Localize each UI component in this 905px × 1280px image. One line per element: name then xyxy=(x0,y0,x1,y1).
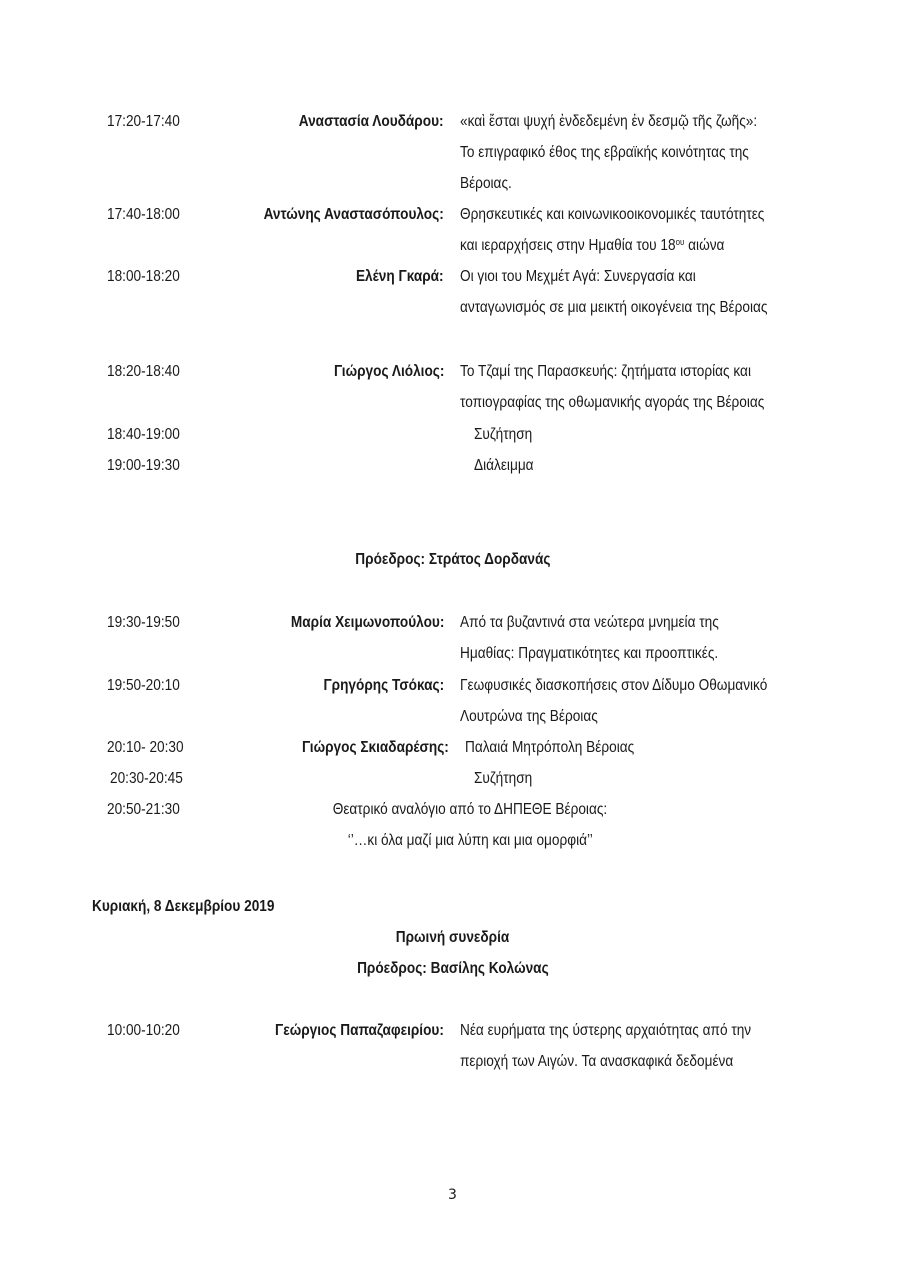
time-slot: 18:20-18:40 xyxy=(107,363,180,380)
time-slot: 20:50-21:30 xyxy=(107,801,180,818)
talk-title-line: Το επιγραφικό έθος της εβραϊκής κοινότητας της xyxy=(460,144,749,161)
speaker-name: Αναστασία Λουδάρου: xyxy=(299,113,444,130)
break-label: Διάλειμμα xyxy=(474,457,534,474)
speaker-name: Γιώργος Λιόλιος: xyxy=(333,363,444,380)
superscript: ου xyxy=(675,237,685,247)
speaker-name: Γρηγόρης Τσόκας: xyxy=(323,677,444,694)
talk-title-line: περιοχή των Αιγών. Τα ανασκαφικά δεδομένα xyxy=(460,1053,734,1070)
performance-subtitle: ‘’…κι όλα μαζί μια λύπη και μια ομορφιά’’ xyxy=(347,832,593,849)
time-slot: 19:50-20:10 xyxy=(107,677,180,694)
discussion-label: Συζήτηση xyxy=(474,426,533,443)
talk-title-line: Το Τζαμί της Παρασκευής: ζητήματα ιστορίας και xyxy=(460,363,751,380)
discussion-label: Συζήτηση xyxy=(474,770,533,787)
speaker-name: Γεώργιος Παπαζαφειρίου: xyxy=(275,1022,444,1039)
talk-title-line: Λουτρώνα της Βέροιας xyxy=(460,708,598,725)
talk-title-line: Ημαθίας: Πραγματικότητες και προοπτικές. xyxy=(460,645,719,662)
day-heading: Κυριακή, 8 Δεκεμβρίου 2019 xyxy=(92,898,275,915)
session-chair: Πρόεδρος: Βασίλης Κολώνας xyxy=(356,960,549,977)
time-slot: 19:30-19:50 xyxy=(107,614,180,631)
time-slot: 17:20-17:40 xyxy=(107,113,180,130)
time-slot: 18:40-19:00 xyxy=(107,426,180,443)
speaker-name: Γιώργος Σκιαδαρέσης: xyxy=(302,739,449,756)
talk-title-line: Γεωφυσικές διασκοπήσεις στον Δίδυμο Οθωμανικό xyxy=(460,677,768,694)
speaker-name: Ελένη Γκαρά: xyxy=(356,268,444,285)
time-slot: 18:00-18:20 xyxy=(107,268,180,285)
speaker-name: Μαρία Χειμωνοπούλου: xyxy=(290,614,444,631)
talk-title-line: Από τα βυζαντινά στα νεώτερα μνημεία της xyxy=(460,614,719,631)
talk-title-line: Οι γιοι του Μεχμέτ Αγά: Συνεργασία και xyxy=(460,268,696,285)
session-heading: Πρωινή συνεδρία xyxy=(395,929,510,946)
performance-title: Θεατρικό αναλόγιο από το ΔΗΠΕΘΕ Βέροιας: xyxy=(332,801,608,818)
talk-title-line: Νέα ευρήματα της ύστερης αρχαιότητας από την xyxy=(460,1022,752,1039)
talk-title-line: Παλαιά Μητρόπολη Βέροιας xyxy=(465,739,635,756)
time-slot: 20:30-20:45 xyxy=(110,770,183,787)
talk-title-line: ανταγωνισμός σε μια μεικτή οικογένεια της Βέροιας xyxy=(460,299,768,316)
talk-title-line: Βέροιας. xyxy=(460,175,512,192)
talk-title-line: τοπιογραφίας της οθωμανικής αγοράς της Βέροιας xyxy=(460,394,765,411)
talk-title-line: και ιεραρχήσεις στην Ημαθία του $18^{o\upsilon}$ αιώνα xyxy=(460,237,725,254)
talk-title-line: Θρησκευτικές και κοινωνικοοικονομικές ταυτότητες xyxy=(460,206,765,223)
talk-title-line: «καὶ ἔσται ψυχή ἐνδεδεμένη ἐν δεσμῷ τῆς ζωῆς»: xyxy=(460,113,758,130)
time-slot: 19:00-19:30 xyxy=(107,457,180,474)
session-chair: Πρόεδρος: Στράτος Δορδανάς xyxy=(354,551,551,568)
time-slot: 17:40-18:00 xyxy=(107,206,180,223)
time-slot: 10:00-10:20 xyxy=(107,1022,180,1039)
time-slot: 20:10- 20:30 xyxy=(107,739,184,756)
speaker-name: Αντώνης Αναστασόπουλος: xyxy=(263,206,444,223)
page-number: 3 xyxy=(448,1187,457,1203)
